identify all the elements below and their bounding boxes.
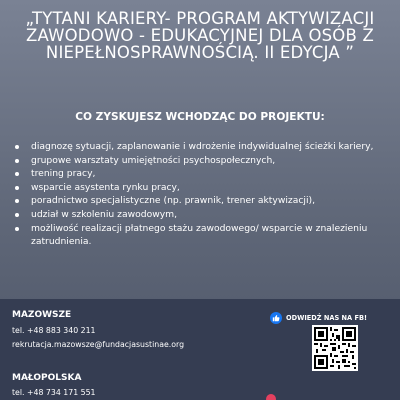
benefit-text: diagnozę sytuacji, zaplanowanie i wdrożenie indywidualnej ścieżki kariery, <box>31 141 374 152</box>
qr-code[interactable] <box>312 325 358 371</box>
facebook-link[interactable] <box>270 312 367 324</box>
bullet-icon <box>15 199 19 203</box>
benefit-item <box>14 181 392 195</box>
bullet-icon <box>15 145 19 149</box>
region-malopolska-phone[interactable]: tel. +48 734 171 551 <box>12 388 96 397</box>
benefit-item <box>14 140 392 154</box>
benefit-text: trening pracy, <box>31 168 96 180</box>
benefit-item <box>14 154 392 168</box>
benefit-item <box>14 167 392 181</box>
benefit-text: poradnictwo specjalistyczne (np. prawnik, trener aktywizacji), <box>31 195 316 207</box>
benefit-item <box>14 222 392 249</box>
benefit-item <box>14 194 392 208</box>
bullet-icon <box>15 159 19 163</box>
benefits-list <box>14 140 392 249</box>
bullet-icon <box>15 213 19 217</box>
benefit-item <box>14 208 392 222</box>
benefits-heading: CO ZYSKUJESZ WCHODZĄC DO PROJEKTU: <box>75 111 325 123</box>
bullet-icon <box>15 227 19 231</box>
like-icon <box>270 312 282 324</box>
contact-footer <box>0 299 400 400</box>
benefit-text: grupowe warsztaty umiejętności psychospołecznych, <box>31 154 276 166</box>
poster-title: „TYTANI KARIERY- PROGRAM AKTYWIZACJI ZAWODOWO - EDUKACYJNEJ DLA OSÓB Z NIEPEŁNOSPRAWNOŚCIĄ. II EDYCJA ” <box>25 9 375 62</box>
region-malopolska-name: MAŁOPOLSKA <box>12 373 82 383</box>
social-icon[interactable] <box>266 394 276 400</box>
bullet-icon <box>15 186 19 190</box>
bullet-icon <box>15 172 19 176</box>
benefit-text: możliwość realizacji płatnego stażu zawodowego/ wsparcie w znalezieniu zatrudnienia. <box>31 222 368 248</box>
region-mazowsze-name: MAZOWSZE <box>12 310 72 320</box>
benefit-text: udział w szkoleniu zawodowym, <box>31 208 178 220</box>
benefit-text: wsparcie asystenta rynku pracy, <box>31 181 180 193</box>
region-mazowsze-email[interactable]: rekrutacja.mazowsze@fundacjasustinae.org <box>12 340 185 349</box>
facebook-label: ODWIEDŹ NAS NA FB! <box>286 314 367 322</box>
region-mazowsze-phone[interactable]: tel. +48 883 340 211 <box>12 326 96 335</box>
